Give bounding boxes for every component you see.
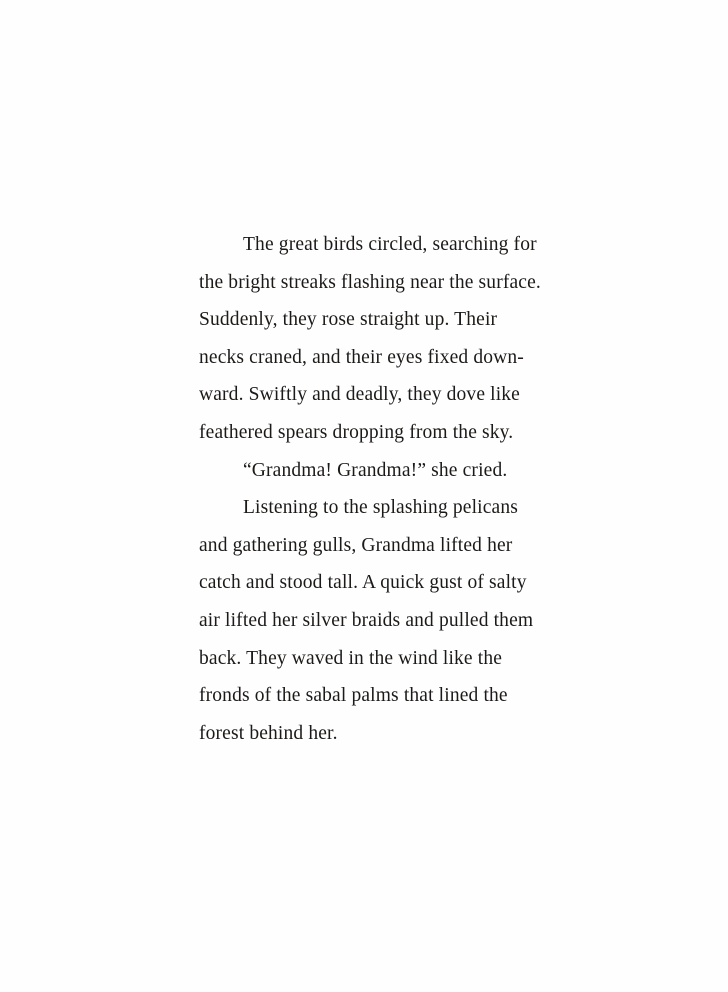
text-line: “Grandma! Grandma!” she cried. bbox=[243, 459, 508, 481]
text-line: necks craned, and their eyes fixed down- bbox=[199, 346, 524, 368]
text-line: the bright streaks flashing near the surface. bbox=[199, 271, 541, 293]
text-line: fronds of the sabal palms that lined the bbox=[199, 685, 508, 707]
text-line: Suddenly, they rose straight up. Their bbox=[199, 309, 498, 331]
text-line: The great birds circled, searching for bbox=[243, 234, 537, 255]
story-text bbox=[199, 226, 599, 752]
text-line: forest behind her. bbox=[199, 722, 338, 744]
text-line: air lifted her silver braids and pulled them bbox=[199, 609, 534, 631]
text-line: feathered spears dropping from the sky. bbox=[199, 421, 514, 443]
text-line: back. They waved in the wind like the bbox=[199, 647, 503, 669]
text-line: Listening to the splashing pelicans bbox=[243, 497, 518, 519]
text-line: catch and stood tall. A quick gust of salty bbox=[199, 572, 527, 594]
text-line: and gathering gulls, Grandma lifted her bbox=[199, 534, 513, 556]
text-line: ward. Swiftly and deadly, they dove like bbox=[199, 384, 520, 406]
